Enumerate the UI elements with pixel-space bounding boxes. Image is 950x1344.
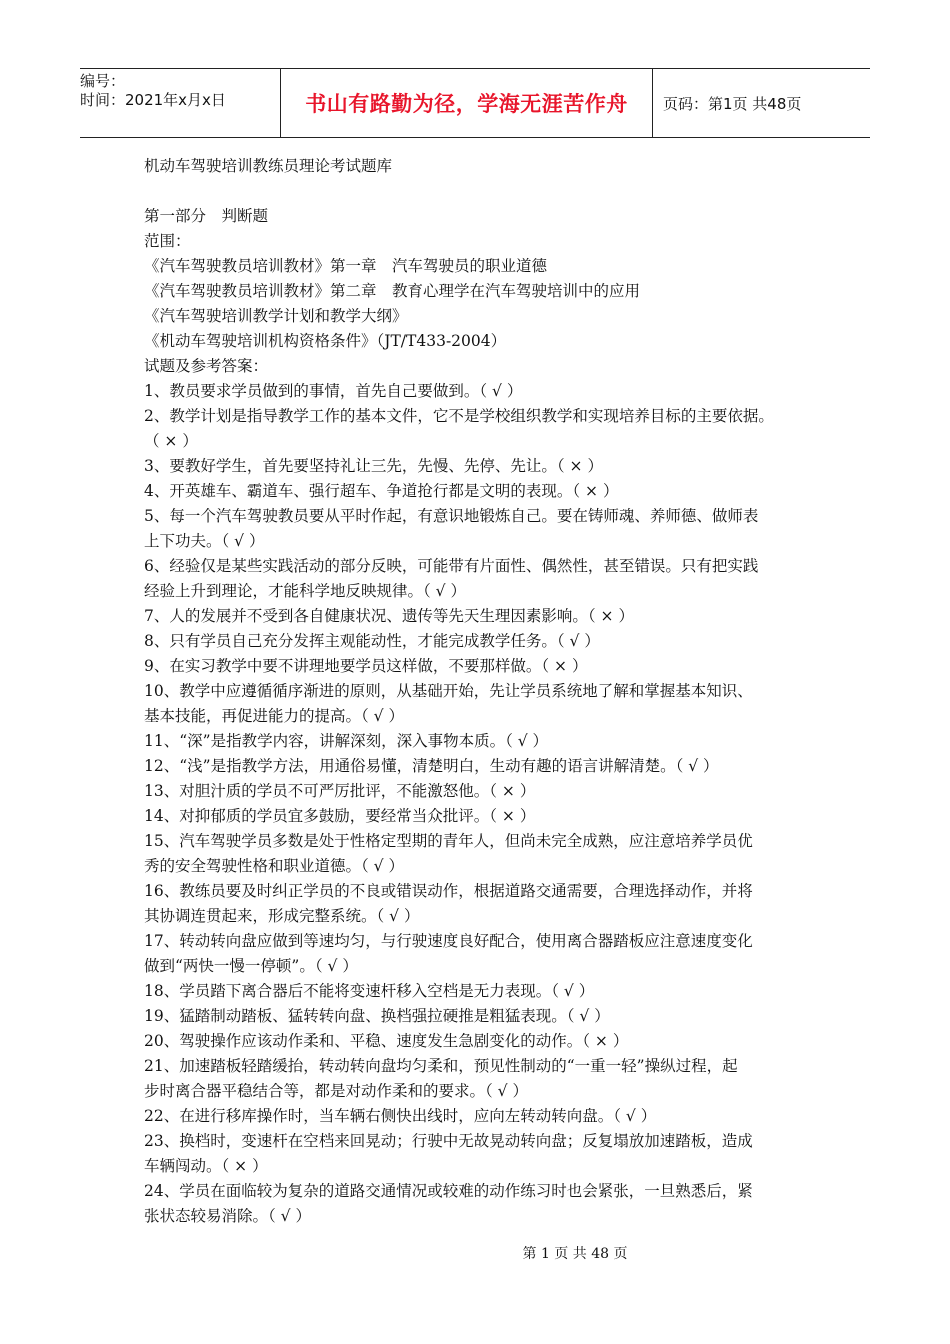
document-line: 车辆闯动。（ × ） [144, 1157, 268, 1175]
document-body [144, 154, 824, 1229]
document-line: 试题及参考答案： [144, 357, 269, 375]
header-page-info: 页码：第1页 共48页 [663, 94, 802, 113]
document-line: 5、每一个汽车驾驶教员要从平时作起，有意识地锻炼自己。要在铸师魂、养师德、做师表 [144, 507, 759, 525]
document-line: 6、经验仅是某些实践活动的部分反映，可能带有片面性、偶然性，甚至错误。只有把实践 [144, 557, 759, 575]
document-line: 1、教员要求学员做到的事情，首先自己要做到。（ √ ） [144, 382, 523, 400]
document-line: 张状态较易消除。（ √ ） [144, 1207, 311, 1225]
document-line: 步时离合器平稳结合等，都是对动作柔和的要求。（ √ ） [144, 1082, 528, 1100]
document-line: 9、在实习教学中要不讲理地要学员这样做，不要那样做。（ × ） [144, 657, 588, 675]
header-motto: 书山有路勤为径，学海无涯苦作舟 [281, 69, 653, 137]
header-time-label: 时间：2021年x月x日 [80, 91, 226, 109]
document-line: 4、开英雄车、霸道车、强行超车、争道抢行都是文明的表现。（ × ） [144, 482, 619, 500]
document-line: 第一部分 判断题 [144, 207, 269, 225]
document-line: 18、学员踏下离合器后不能将变速杆移入空档是无力表现。（ √ ） [144, 982, 595, 1000]
document-line: 《机动车驾驶培训机构资格条件》（JT/T433-2004） [144, 332, 507, 350]
document-line: 14、对抑郁质的学员宜多鼓励，要经常当众批评。（ × ） [144, 807, 536, 825]
document-line: 做到“两快一慢一停顿”。（ √ ） [144, 957, 358, 975]
document-line: 7、人的发展并不受到各自健康状况、遗传等先天生理因素影响。（ × ） [144, 607, 634, 625]
document-line: 《汽车驾驶教员培训教材》第一章 汽车驾驶员的职业道德 [144, 257, 548, 275]
document-line: 基本技能，再促进能力的提高。（ √ ） [144, 707, 404, 725]
document-line: 21、加速踏板轻踏缓抬，转动转向盘均匀柔和，预见性制动的“一重一轻”操纵过程，起 [144, 1057, 738, 1075]
document-line: 《汽车驾驶教员培训教材》第二章 教育心理学在汽车驾驶培训中的应用 [144, 282, 641, 300]
document-line: 23、换档时，变速杆在空档来回晃动；行驶中无故晃动转向盘；反复塌放加速踏板，造成 [144, 1132, 753, 1150]
document-line: 秀的安全驾驶性格和职业道德。（ √ ） [144, 857, 404, 875]
document-line: 范围： [144, 232, 191, 250]
page-header [80, 68, 870, 138]
document-line: 《汽车驾驶培训教学计划和教学大纲》 [144, 307, 408, 325]
document-line: 其协调连贯起来，形成完整系统。（ √ ） [144, 907, 420, 925]
page-footer: 第 1 页 共 48 页 [522, 1246, 628, 1262]
document-line: 15、汽车驾驶学员多数是处于性格定型期的青年人，但尚未完全成熟，应注意培养学员优 [144, 832, 753, 850]
document-line: 16、教练员要及时纠正学员的不良或错误动作，根据道路交通需要，合理选择动作，并将 [144, 882, 753, 900]
header-meta [80, 69, 281, 137]
document-line: 22、在进行移库操作时，当车辆右侧快出线时，应向左转动转向盘。（ √ ） [144, 1107, 657, 1125]
document-line: 经验上升到理论，才能科学地反映规律。（ √ ） [144, 582, 466, 600]
document-line: 11、“深”是指教学内容，讲解深刻，深入事物本质。（ √ ） [144, 732, 549, 750]
document-line: 8、只有学员自己充分发挥主观能动性，才能完成教学任务。（ √ ） [144, 632, 600, 650]
document-line: （ × ） [144, 432, 198, 450]
document-line: 上下功夫。（ √ ） [144, 532, 265, 550]
header-number-label: 编号： [80, 72, 126, 90]
document-title: 机动车驾驶培训教练员理论考试题库 [144, 157, 393, 175]
document-line: 17、转动转向盘应做到等速均匀，与行驶速度良好配合，使用离合器踏板应注意速度变化 [144, 932, 753, 950]
document-line: 12、“浅”是指教学方法，用通俗易懂，清楚明白，生动有趣的语言讲解清楚。（ √ ） [144, 757, 719, 775]
document-lines [144, 204, 824, 1229]
document-line: 10、教学中应遵循循序渐进的原则，从基础开始，先让学员系统地了解和掌握基本知识、 [144, 682, 753, 700]
document-line: 13、对胆汁质的学员不可严厉批评，不能激怒他。（ × ） [144, 782, 536, 800]
document-line: 19、猛踏制动踏板、猛转转向盘、换档强拉硬推是粗猛表现。（ √ ） [144, 1007, 610, 1025]
document-line: 2、教学计划是指导教学工作的基本文件，它不是学校组织教学和实现培养目标的主要依据。 [144, 407, 774, 425]
document-line: 20、驾驶操作应该动作柔和、平稳、速度发生急剧变化的动作。（ × ） [144, 1032, 629, 1050]
document-line: 3、要教好学生，首先要坚持礼让三先，先慢、先停、先让。（ × ） [144, 457, 603, 475]
document-line: 24、学员在面临较为复杂的道路交通情况或较难的动作练习时也会紧张，一旦熟悉后，紧 [144, 1182, 753, 1200]
